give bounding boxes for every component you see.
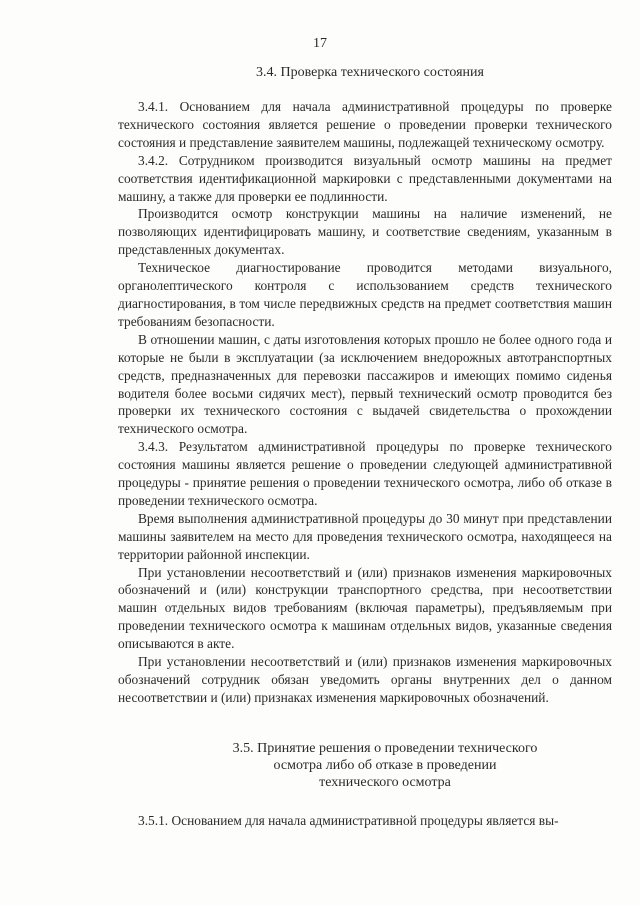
paragraph-inspection: Производится осмотр конструкции машины на наличие изменений, не позволяющих идентифицировать машину, и соответствие сведениям, указанным в представленных документах. xyxy=(118,206,612,258)
section-3-4-body xyxy=(118,98,612,707)
paragraph-3-4-3: 3.4.3. Результатом административной процедуры по проверке технического состояния машины является решение о проведении следующей административной процедуры - принятие решения о проведении технического осмотра, либо об отказе в проведении технического осмотра. xyxy=(118,439,612,508)
paragraph-new-machines: В отношении машин, с даты изготовления которых прошло не более одного года и которые не были в эксплуатации (за исключением внедорожных автотранспортных средств, предназначенных для перевозки пассажиров и имеющих помимо сиденья водителя более восьми сидячих мест), первый технический осмотр проводится без проверки их технического состояния с выдачей свидетельства о прохождении технического осмотра. xyxy=(118,331,612,437)
section-3-5-body xyxy=(118,812,612,830)
page-number: 17 xyxy=(313,36,327,51)
heading-3-5-line-1: 3.5. Принятие решения о проведении технического xyxy=(232,741,538,756)
paragraph-notify-police: При установлении несоответствий и (или) признаков изменения маркировочных обозначений сотрудник обязан уведомить органы внутренних дел о данном несоответствии и (или) признаках изменения маркировочных обозначений. xyxy=(118,654,612,705)
paragraph-diagnostics: Техническое диагностирование проводится методами визуального, органолептического контроля с использованием средств технического диагностирования, в том числе передвижных средств на предмет соответствия машин требованиям безопасности. xyxy=(118,260,612,329)
section-heading-3-5 xyxy=(0,740,640,791)
paragraph-nonconformities: При установлении несоответствий и (или) признаков изменения маркировочных обозначений и (или) конструкции транспортного средства, при несоответствии машин отдельных видов требованиям (включая параметры), предъявляемым при проведении технического осмотра к машинам отдельных видов, указанные сведения описываются в акте. xyxy=(118,564,612,652)
heading-3-5-line-2: осмотра либо об отказе в проведении xyxy=(273,758,497,773)
paragraph-3-4-1: 3.4.1. Основанием для начала административной процедуры по проверке технического состояния является решение о проведении проверки технического состояния и представление заявителем машины, подлежащей техническому осмотру. xyxy=(118,99,612,150)
paragraph-3-5-1: 3.5.1. Основанием для начала административной процедуры является вы- xyxy=(138,813,559,828)
section-heading-3-4: 3.4. Проверка технического состояния xyxy=(256,65,484,80)
heading-3-5-line-3: технического осмотра xyxy=(319,775,451,790)
paragraph-3-4-2: 3.4.2. Сотрудником производится визуальный осмотр машины на предмет соответствия идентификационной маркировки с представленными документами на машину, а также для проверки ее подлинности. xyxy=(118,152,612,204)
paragraph-time-limit: Время выполнения административной процедуры до 30 минут при представлении машины заявителем на место для проведения технического осмотра, находящееся на территории районной инспекции. xyxy=(118,510,612,562)
